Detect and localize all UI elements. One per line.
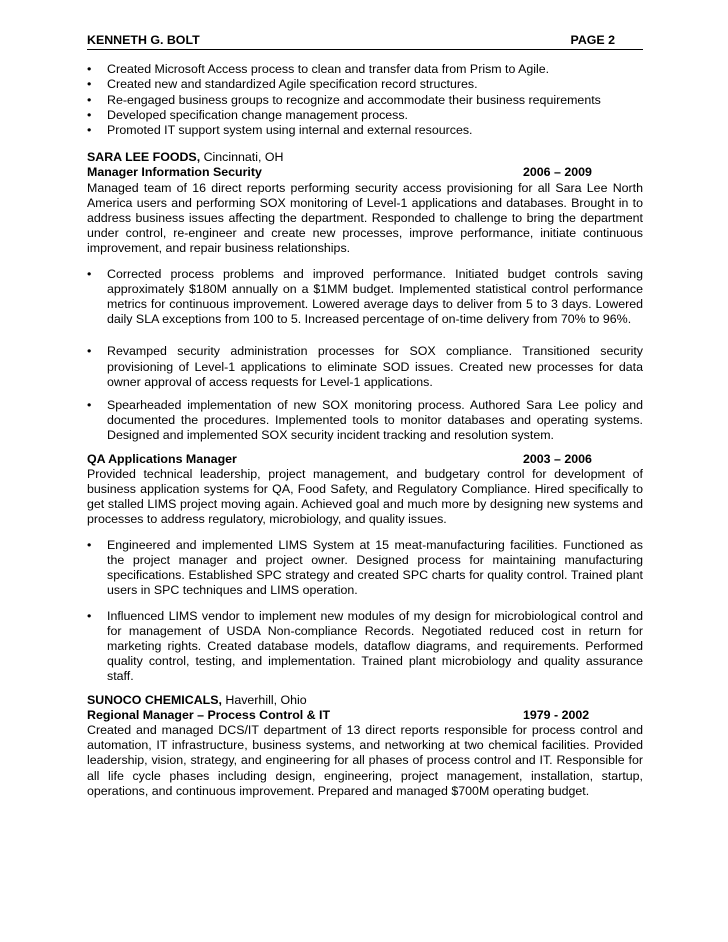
company-location: Cincinnati, OH [200,150,284,165]
bullet-icon: • [87,92,92,107]
list-item: • Developed specification change management process. [87,107,408,122]
role-dates: 1979 - 2002 [523,707,590,722]
list-item: • Created Microsoft Access process to clean and transfer data from Prism to Agile. [87,62,550,77]
role-bullet-list [87,267,643,444]
role-title: QA Applications Manager [87,451,237,466]
role-heading [87,165,643,180]
bullet-icon: • [87,77,92,92]
role-bullet-list [87,538,643,685]
page-header [87,33,643,50]
bullet-icon: • [87,62,92,77]
bullet-icon: • [87,398,92,413]
list-item: • Re-engaged business groups to recognize and accommodate their business requirements [87,92,601,107]
role-title: Regional Manager – Process Control & IT [87,707,331,722]
list-item: • Created new and standardized Agile specification record structures. [87,77,478,92]
company-name: SUNOCO CHEMICALS, [87,692,222,707]
role-summary: Managed team of 16 direct reports performing security access provisioning for all Sara Lee North America users and performing SOX monitoring of Level-1 applications and databases. Brought in to address business issues affecting the department. Responded to challenge to bring the department under control, re-engineer and create new processes, improve performance, initiate continuous improvement, and repair business relationships. [87,180,643,256]
role-dates: 2006 – 2009 [523,165,592,180]
bullet-icon: • [87,266,92,281]
role-title: Manager Information Security [87,165,262,180]
list-item: • Corrected process problems and improved performance. Initiated budget controls saving approximately $180M annually on a $1MM budget. Implemented statistical control performance metrics for continuous improvement. Lowered average days to deliver from 5 to 3 days. Lowered daily SLA exceptions from 100 to 5. Increased percentage of on-time delivery from 70% to 96%. [87,266,643,327]
role-summary: Created and managed DCS/IT department of 13 direct reports responsible for process control and automation, IT infrastructure, business systems, and networking at two chemical facilities. Provided leadership, vision, strategy, and engineering for all phases of process control and IT. Responsible for all life cycle phases including design, engineering, project management, installation, startup, operations, and continuous improvement. Prepared and managed $700M operating budget. [87,722,643,798]
list-item: • Revamped security administration processes for SOX compliance. Transitioned security provisioning of Level-1 applications to eliminate SOD issues. Created new processes for data owner approval of access requests for Level-1 applications. [87,344,643,389]
role-dates: 2003 – 2006 [523,451,592,466]
list-item: • Engineered and implemented LIMS System at 15 meat-manufacturing facilities. Functioned as the project manager and project owner. Designed process for maintaining manufacturing specifications. Established SPC strategy and created SPC charts for quality control. Trained plant users in SPC techniques and LIMS operation. [87,537,643,598]
resume-page [87,33,643,799]
company-heading-sunoco [87,693,643,708]
role-summary: Provided technical leadership, project management, and budgetary control for development of business application systems for QA, Food Safety, and Regulatory Compliance. Hired specifically to get stalled LIMS project moving again. Achieved goal and much more by designing new systems and processes to address regulatory, microbiology, and quality issues. [87,466,643,527]
page-number: PAGE 2 [570,33,615,47]
bullet-icon: • [87,107,92,122]
bullet-icon: • [87,537,92,552]
list-item: • Promoted IT support system using internal and external resources. [87,123,473,138]
role-heading [87,708,643,723]
top-bullet-list [87,62,643,138]
company-heading-sara-lee [87,150,643,165]
company-location: Haverhill, Ohio [221,692,307,707]
bullet-icon: • [87,608,92,623]
bullet-icon: • [87,123,92,138]
bullet-icon: • [87,344,92,359]
list-item: • Influenced LIMS vendor to implement new modules of my design for microbiological control and for management of USDA Non-compliance Records. Negotiated reduced cost in return for marketing rights. Created database models, dataflow diagrams, and requirements. Performed quality control, testing, and implementation. Trained plant microbiology and quality assurance staff. [87,608,643,684]
list-item: • Spearheaded implementation of new SOX monitoring process. Authored Sara Lee policy and documented the procedures. Implemented tools to monitor databases and operating systems. Designed and implemented SOX security incident tracking and resolution system. [87,398,643,443]
role-heading [87,452,643,467]
candidate-name: KENNETH G. BOLT [87,33,200,47]
company-name: SARA LEE FOODS, [87,150,201,165]
